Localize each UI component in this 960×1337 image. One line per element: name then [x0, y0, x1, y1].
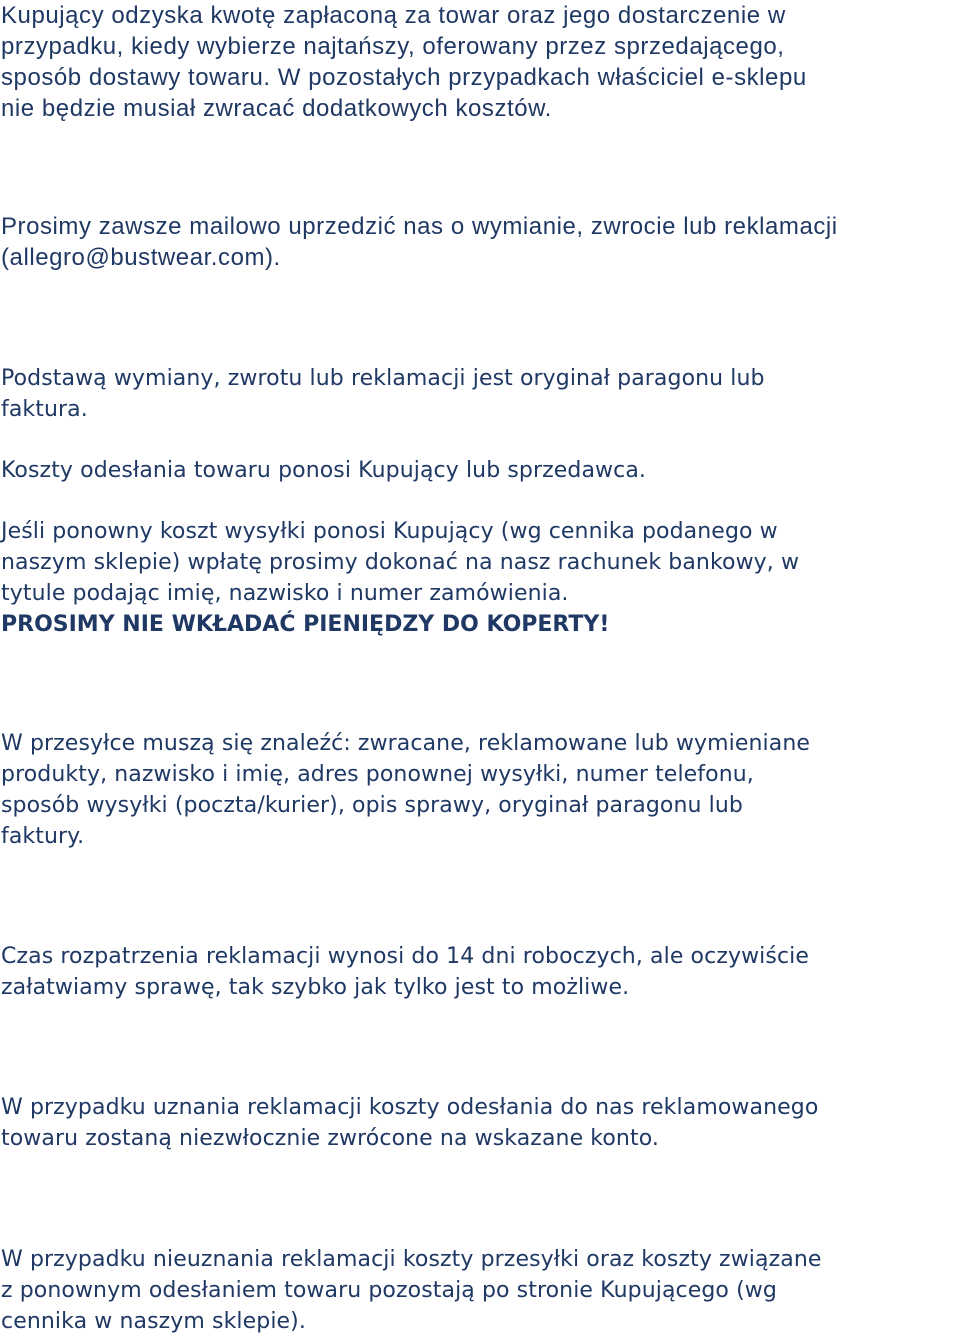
- text-line: sposób wysyłki (poczta/kurier), opis sprawy, oryginał paragonu lub: [1, 793, 743, 818]
- paragraph-rejected-complaint: [1, 1244, 822, 1337]
- paragraph-receipt-basis: [1, 363, 765, 425]
- text-line: (allegro@bustwear.com).: [1, 244, 281, 271]
- paragraph-payment-instructions: [1, 516, 799, 640]
- text-line: przypadku, kiedy wybierze najtańszy, oferowany przez sprzedającego,: [1, 33, 785, 60]
- warning-no-cash: PROSIMY NIE WKŁADAĆ PIENIĘDZY DO KOPERTY!: [1, 612, 610, 637]
- text-line: Prosimy zawsze mailowo uprzedzić nas o wymianie, zwrocie lub reklamacji: [1, 213, 838, 240]
- text-line: z ponownym odesłaniem towaru pozostają po stronie Kupującego (wg: [1, 1278, 777, 1303]
- text-line: produkty, nazwisko i imię, adres ponownej wysyłki, numer telefonu,: [1, 762, 754, 787]
- text-line: tytule podając imię, nazwisko i numer zamówienia.: [1, 581, 569, 606]
- text-line: Podstawą wymiany, zwrotu lub reklamacji jest oryginał paragonu lub: [1, 366, 765, 391]
- text-line: faktury.: [1, 824, 85, 849]
- paragraph-return-costs: [1, 455, 646, 486]
- paragraph-refund-shipping: [1, 0, 807, 124]
- paragraph-package-contents: [1, 728, 810, 852]
- text-line: W przypadku uznania reklamacji koszty odesłania do nas reklamowanego: [1, 1095, 819, 1120]
- text-line: W przesyłce muszą się znaleźć: zwracane, reklamowane lub wymieniane: [1, 731, 811, 756]
- text-line: Koszty odesłania towaru ponosi Kupujący lub sprzedawca.: [1, 458, 647, 483]
- text-line: faktura.: [1, 397, 88, 422]
- text-line: Czas rozpatrzenia reklamacji wynosi do 14 dni roboczych, ale oczywiście: [1, 944, 809, 969]
- text-line: naszym sklepie) wpłatę prosimy dokonać na nasz rachunek bankowy, w: [1, 550, 800, 575]
- paragraph-email-notice: [1, 211, 838, 273]
- text-line: cennika w naszym sklepie).: [1, 1309, 306, 1334]
- text-line: Kupujący odzyska kwotę zapłaconą za towar oraz jego dostarczenie w: [1, 2, 786, 29]
- text-line: załatwiamy sprawę, tak szybko jak tylko jest to możliwe.: [1, 975, 630, 1000]
- paragraph-processing-time: [1, 941, 809, 1003]
- text-line: nie będzie musiał zwracać dodatkowych kosztów.: [1, 95, 552, 122]
- text-line: towaru zostaną niezwłocznie zwrócone na wskazane konto.: [1, 1126, 659, 1151]
- paragraph-accepted-complaint: [1, 1092, 818, 1154]
- text-line: Jeśli ponowny koszt wysyłki ponosi Kupujący (wg cennika podanego w: [1, 519, 778, 544]
- text-line: sposób dostawy towaru. W pozostałych przypadkach właściciel e-sklepu: [1, 64, 807, 91]
- text-line: W przypadku nieuznania reklamacji koszty przesyłki oraz koszty związane: [1, 1247, 822, 1272]
